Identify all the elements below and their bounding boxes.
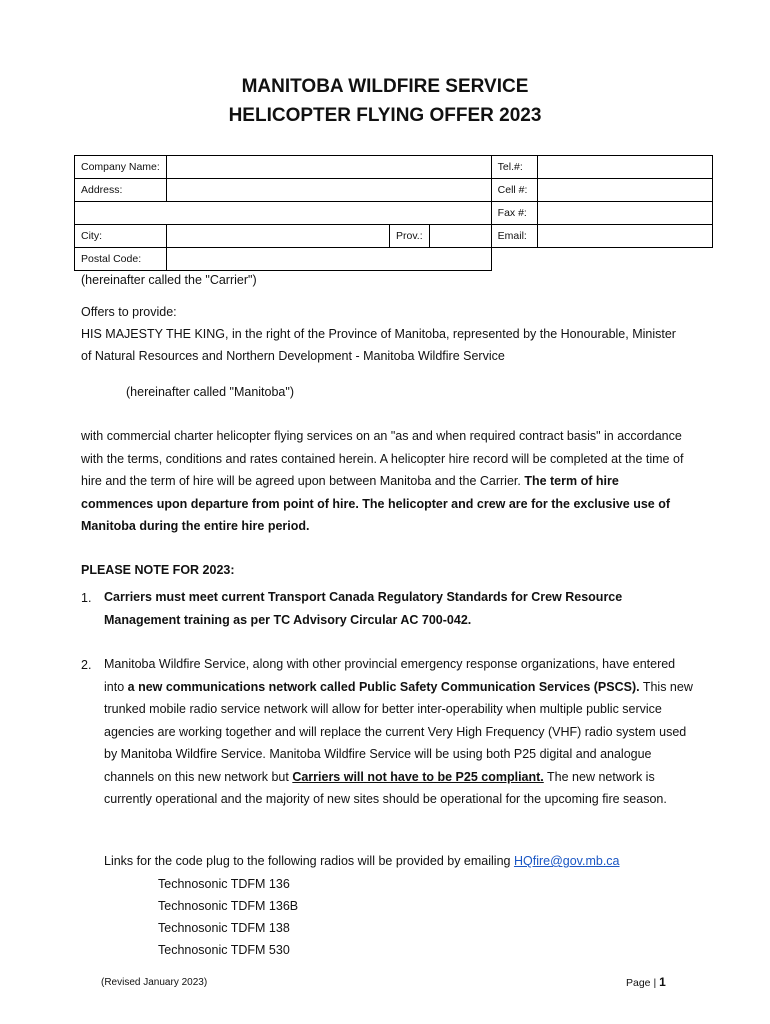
- fax-field[interactable]: [537, 202, 712, 225]
- email-label: Email:: [491, 225, 537, 248]
- please-note-heading: PLEASE NOTE FOR 2023:: [81, 563, 235, 577]
- email-field[interactable]: [537, 225, 712, 248]
- tel-label: Tel.#:: [491, 156, 537, 179]
- address-field[interactable]: [167, 179, 492, 202]
- city-label: City:: [75, 225, 167, 248]
- postal-code-field[interactable]: [167, 248, 492, 271]
- document-title-line2: HELICOPTER FLYING OFFER 2023: [228, 105, 542, 126]
- manitoba-note: (hereinafter called "Manitoba"): [126, 385, 294, 399]
- postal-code-label: Postal Code:: [75, 248, 167, 271]
- page-indicator: Page | 1: [626, 975, 666, 989]
- services-paragraph: with commercial charter helicopter flying services on an "as and when required contract basis" in accordance with the terms, conditions and rates contained herein. A helicopter hire record will be completed at the time of hire and the term of hire will be agreed upon between Manitoba and the Carrier. The term of hire commences upon departure from point of hire. The helicopter and crew are for the exclusive use of Manitoba during the entire hire period.: [81, 429, 684, 533]
- address-label: Address:: [75, 179, 167, 202]
- radio-list-item: Technosonic TDFM 138: [158, 921, 290, 935]
- company-name-field[interactable]: [167, 156, 492, 179]
- carrier-note: (hereinafter called the "Carrier"): [81, 273, 257, 287]
- radio-list-item: Technosonic TDFM 136B: [158, 899, 299, 913]
- email-link[interactable]: HQfire@gov.mb.ca: [513, 854, 620, 868]
- address-field-line2[interactable]: [75, 202, 492, 225]
- company-name-label: Company Name:: [75, 156, 167, 179]
- cell-field[interactable]: [537, 179, 712, 202]
- revised-date: (Revised January 2023): [101, 977, 208, 988]
- document-title-line1: MANITOBA WILDFIRE SERVICE: [241, 76, 529, 97]
- prov-label: Prov.:: [390, 225, 430, 248]
- carrier-info-form: [74, 155, 713, 271]
- cell-label: Cell #:: [491, 179, 537, 202]
- fax-label: Fax #:: [491, 202, 537, 225]
- item2-number: 2.: [81, 658, 92, 672]
- radio-list-item: Technosonic TDFM 136: [158, 877, 290, 891]
- tel-field[interactable]: [537, 156, 712, 179]
- item1-text: Carriers must meet current Transport Canada Regulatory Standards for Crew Resource Management training as per TC Advisory Circular AC 700-042.: [104, 590, 623, 627]
- his-majesty-line2: of Natural Resources and Northern Development - Manitoba Wildfire Service: [81, 349, 505, 363]
- item2-text: Manitoba Wildfire Service, along with other provincial emergency response organizations, have entered into a new communications network called Public Safety Communication Services (PSCS). This new trunked mobile radio service network will allow for better inter-operability when multiple public service agencies are working together and will replace the current Very High Frequency (VHF) radio system used by Manitoba Wildfire Service. Manitoba Wildfire Service will be using both P25 digital and analogue channels on this new network but Carriers will not have to be P25 compliant. The new network is currently operational and the majority of new sites should be operational for the upcoming fire season.: [104, 657, 693, 806]
- radio-list-item: Technosonic TDFM 530: [158, 943, 290, 957]
- page-number: 1: [659, 975, 666, 989]
- city-field[interactable]: [167, 225, 390, 248]
- links-paragraph: Links for the code plug to the following radios will be provided by emailing HQfire@gov.mb.ca: [104, 854, 620, 868]
- his-majesty-line1: HIS MAJESTY THE KING, in the right of the Province of Manitoba, represented by the Honourable, Minister: [81, 327, 676, 341]
- offers-intro: Offers to provide:: [81, 305, 177, 319]
- item1-number: 1.: [81, 591, 92, 605]
- prov-field[interactable]: [429, 225, 491, 248]
